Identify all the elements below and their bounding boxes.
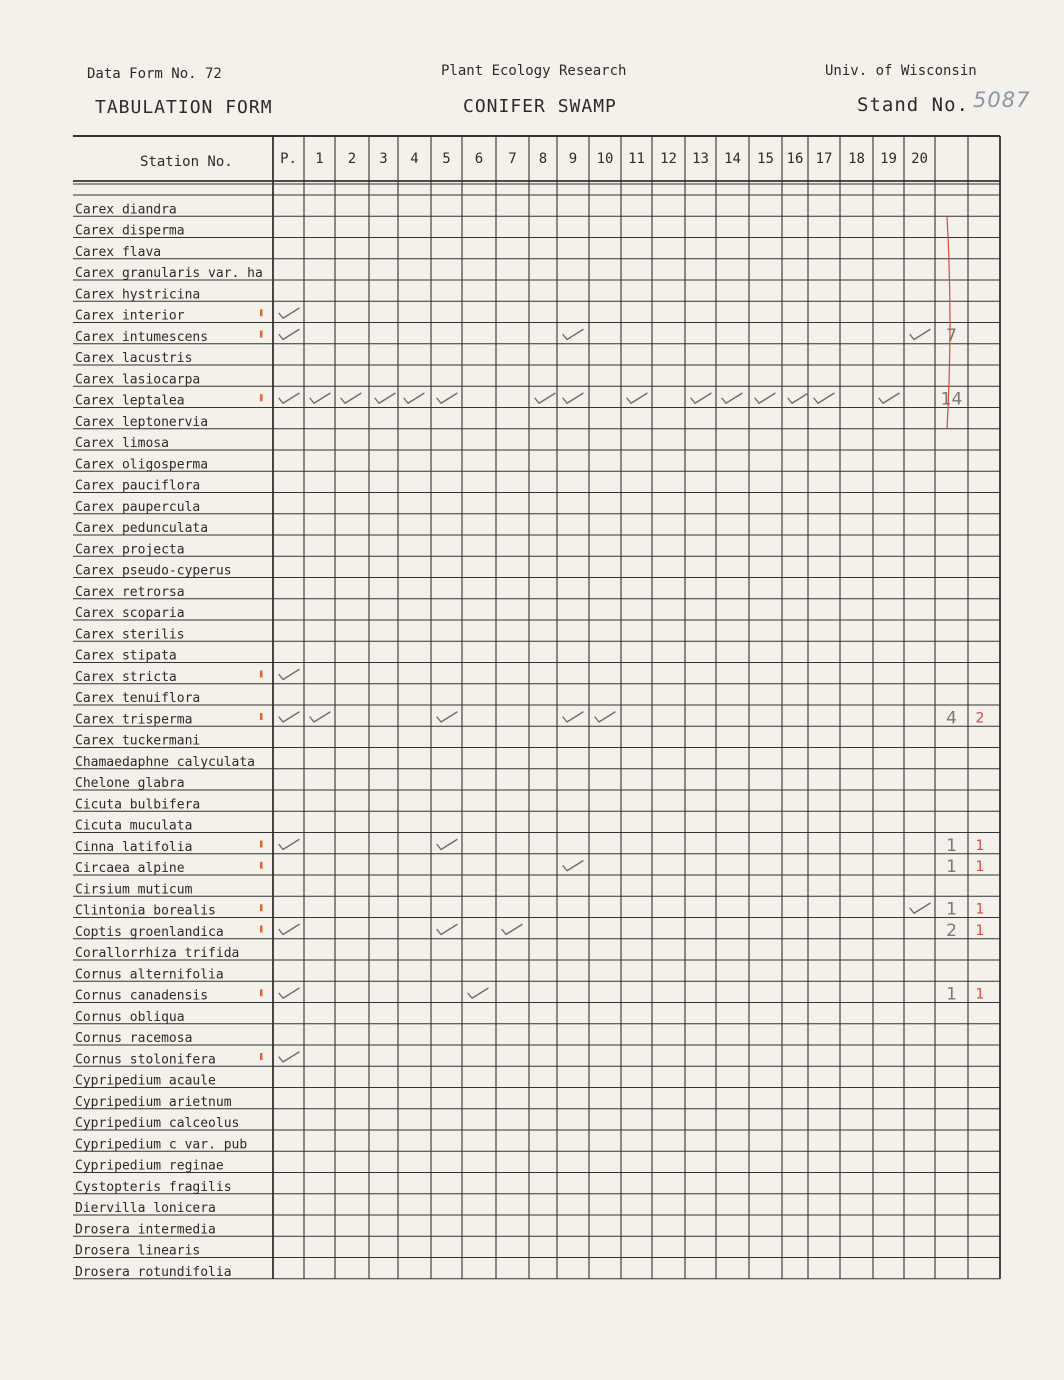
red-tick-mark <box>260 394 263 401</box>
species-label: Carex diandra <box>75 202 177 218</box>
species-label: Carex trisperma <box>75 712 193 728</box>
column-header: 15 <box>757 151 774 167</box>
column-header: 20 <box>911 151 928 167</box>
species-label: Drosera intermedia <box>75 1222 216 1238</box>
species-label: Chelone glabra <box>75 776 185 791</box>
check-mark <box>563 712 583 722</box>
check-mark <box>910 903 930 913</box>
check-mark <box>502 925 522 935</box>
species-label: Diervilla lonicera <box>75 1201 216 1216</box>
form-subject: CONIFER SWAMP <box>463 96 617 117</box>
species-label: Carex lasiocarpa <box>75 372 201 388</box>
check-mark <box>279 988 299 998</box>
column-header: 11 <box>628 151 645 167</box>
species-label: Carex retrorsa <box>75 584 185 600</box>
species-label: Coptis groenlandica <box>75 924 224 940</box>
check-mark <box>279 393 299 403</box>
column-header: 3 <box>379 151 388 167</box>
check-mark <box>595 712 615 722</box>
red-tick-mark <box>260 841 263 848</box>
check-mark <box>437 712 457 722</box>
check-mark <box>910 330 930 340</box>
check-mark <box>279 925 299 935</box>
species-label: Carex interior <box>75 308 185 324</box>
species-label: Drosera linearis <box>75 1243 201 1259</box>
university: Univ. of Wisconsin <box>825 63 977 79</box>
species-label: Cornus racemosa <box>75 1031 193 1046</box>
stand-number: 5087 <box>973 88 1031 112</box>
check-mark <box>279 1052 299 1062</box>
red-count: 1 <box>975 837 985 854</box>
species-label: Cypripedium arietnum <box>75 1094 232 1110</box>
column-header: 5 <box>442 151 451 167</box>
species-label: Cinna latifolia <box>75 839 193 855</box>
row-total: 1 <box>946 857 957 877</box>
column-header: 13 <box>692 151 709 167</box>
species-label: Carex leptonervia <box>75 414 209 430</box>
species-label: Circaea alpine <box>75 861 185 876</box>
red-count: 1 <box>975 901 985 918</box>
check-mark <box>341 393 361 403</box>
species-label: Carex lacustris <box>75 351 193 366</box>
species-label: Carex pauciflora <box>75 478 201 494</box>
row-total: 1 <box>946 899 957 920</box>
column-header: 18 <box>848 151 865 167</box>
species-label: Carex limosa <box>75 436 169 451</box>
species-label: Carex tuckermani <box>75 733 201 749</box>
check-mark <box>468 988 488 998</box>
species-label: Carex flava <box>75 244 162 260</box>
column-header: 4 <box>410 151 419 167</box>
species-label: Carex granularis var. ha <box>75 266 263 281</box>
column-header: 9 <box>568 151 578 167</box>
check-mark <box>814 393 834 403</box>
column-header: 7 <box>508 151 517 167</box>
species-label: Chamaedaphne calyculata <box>75 754 256 770</box>
species-label: Corallorrhiza trifida <box>75 946 240 961</box>
row-total: 2 <box>946 920 957 941</box>
species-label: Carex leptalea <box>75 393 185 409</box>
check-mark <box>279 712 299 722</box>
species-label: Cypripedium reginae <box>75 1158 224 1174</box>
red-count: 2 <box>975 710 985 727</box>
species-label: Cornus stolonifera <box>75 1052 216 1068</box>
species-label: Cornus canadensis <box>75 988 209 1004</box>
column-header: 17 <box>815 151 833 167</box>
species-label: Cypripedium calceolus <box>75 1116 240 1131</box>
red-tick-mark <box>260 309 263 316</box>
form-number: Data Form No. 72 <box>87 66 222 82</box>
check-mark <box>279 308 299 318</box>
check-mark <box>404 393 424 403</box>
species-label: Cornus alternifolia <box>75 967 224 983</box>
row-total: 7 <box>946 325 957 346</box>
red-tick-mark <box>260 671 263 678</box>
red-tick-mark <box>260 904 263 911</box>
species-label: Carex stricta <box>75 669 177 685</box>
check-mark <box>437 840 457 850</box>
species-label: Cicuta bulbifera <box>75 797 201 813</box>
species-label: Carex paupercula <box>75 499 201 515</box>
column-header: 2 <box>347 151 357 167</box>
column-header: 14 <box>724 151 741 167</box>
species-label: Carex disperma <box>75 223 185 239</box>
check-mark <box>535 393 555 403</box>
red-tick-mark <box>260 713 263 720</box>
check-mark <box>279 670 299 680</box>
check-mark <box>563 861 583 871</box>
row-total: 14 <box>940 389 963 410</box>
red-count: 1 <box>975 986 985 1003</box>
column-header: 10 <box>596 151 614 167</box>
check-mark <box>437 925 457 935</box>
species-label: Carex pedunculata <box>75 521 209 536</box>
red-tick-mark <box>260 926 263 933</box>
species-label: Clintonia borealis <box>75 903 216 919</box>
species-label: Carex sterilis <box>75 627 185 643</box>
column-header: P. <box>280 151 297 167</box>
stand-label: Stand No. <box>857 94 969 116</box>
check-mark <box>627 393 647 403</box>
red-tick-mark <box>260 989 263 996</box>
species-label: Carex projecta <box>75 542 185 558</box>
organization: Plant Ecology Research <box>441 63 627 79</box>
species-label: Carex oligosperma <box>75 457 209 473</box>
column-header: 8 <box>538 151 548 167</box>
check-mark <box>691 393 711 403</box>
row-total: 1 <box>946 835 957 856</box>
form-title: TABULATION FORM <box>95 97 273 118</box>
column-header: 12 <box>660 151 677 167</box>
species-label: Cornus obliqua <box>75 1009 185 1025</box>
check-mark <box>310 393 330 403</box>
species-label: Drosera rotundifolia <box>75 1264 232 1280</box>
red-count: 1 <box>975 922 985 939</box>
species-label: Cypripedium acaule <box>75 1073 216 1089</box>
red-count: 1 <box>975 859 985 875</box>
station-no-header: Station No. <box>140 154 233 170</box>
species-label: Cirsium muticum <box>75 882 193 898</box>
species-label: Carex hystricina <box>75 287 201 303</box>
check-mark <box>279 840 299 850</box>
check-mark <box>788 393 808 403</box>
column-header: 1 <box>315 151 324 167</box>
red-tick-mark <box>260 331 263 338</box>
species-label: Cicuta muculata <box>75 818 193 834</box>
species-label: Cypripedium c var. pub <box>75 1137 248 1153</box>
check-mark <box>879 393 899 403</box>
column-header: 19 <box>880 151 897 167</box>
check-mark <box>563 393 583 403</box>
species-label: Cystopteris fragilis <box>75 1179 232 1195</box>
check-mark <box>563 330 583 340</box>
column-header: 16 <box>786 151 804 167</box>
species-label: Carex stipata <box>75 648 177 664</box>
species-label: Carex intumescens <box>75 329 209 345</box>
red-tick-mark <box>260 1053 263 1060</box>
check-mark <box>310 712 330 722</box>
red-tick-mark <box>260 862 263 869</box>
check-mark <box>755 393 775 403</box>
check-mark <box>437 393 457 403</box>
check-mark <box>722 393 742 403</box>
species-label: Carex tenuiflora <box>75 691 201 706</box>
row-total: 4 <box>946 708 957 729</box>
column-header: 6 <box>474 151 484 167</box>
check-mark <box>375 393 395 403</box>
species-label: Carex pseudo-cyperus <box>75 563 232 579</box>
row-total: 1 <box>946 984 957 1005</box>
check-mark <box>279 330 299 340</box>
species-label: Carex scoparia <box>75 606 185 621</box>
